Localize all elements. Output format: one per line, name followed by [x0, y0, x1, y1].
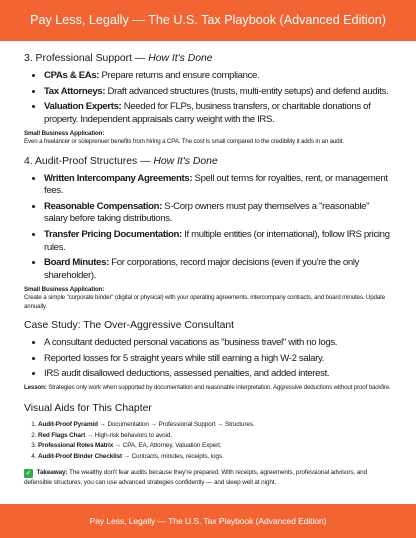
list-item: • Reasonable Compensation: S-Corp owners must pay themselves a "reasonable" salary before taking distributions. — [44, 201, 394, 226]
list-item: • Board Minutes: For corporations, record major decisions (even if you're the only shareholder). — [44, 257, 394, 282]
list-item: • Written Intercompany Agreements: Spell out terms for royalties, rent, or management fees. — [44, 173, 394, 198]
section-3-bullets — [24, 70, 394, 126]
small-business-heading: Small Business Application: — [24, 286, 105, 294]
page-header — [0, 0, 416, 41]
list-item: • IRS audit disallowed deductions, assessed penalties, and added interest. — [44, 368, 394, 381]
lesson-text: Lesson: Strategies only work when supported by documentation and reasonable interpretation. Aggressive deductions without proof backfire. — [24, 383, 391, 391]
list-item: • CPAs & EAs: Prepare returns and ensure compliance. — [44, 70, 394, 83]
list-item: 4. Audit-Proof Binder Checklist → Contracts, minutes, receipts, logs. — [38, 452, 394, 463]
list-item: • Tax Attorneys: Draft advanced structures (trusts, multi-entity setups) and defend audits. — [44, 86, 394, 99]
section-4-heading: 4. Audit-Proof Structures — How It's Done — [24, 155, 218, 167]
case-study-heading: Case Study: The Over-Aggressive Consultant — [24, 320, 235, 332]
small-business-text: Create a simple "corporate binder" (digital or physical) with your operating agreements, intercompany contracts, and board minutes. Update annually. — [24, 294, 385, 310]
header-title: Pay Less, Legally — The U.S. Tax Playbook (Advanced Edition) — [30, 13, 386, 27]
small-business-heading: Small Business Application: — [24, 130, 105, 138]
list-item: • Valuation Experts: Needed for FLPs, business transfers, or charitable donations of property. Independent appraisals carry weight with the IRS. — [44, 101, 394, 126]
footer-text: Pay Less, Legally — The U.S. Tax Playbook (Advanced Edition) — [89, 516, 327, 526]
list-item: • A consultant deducted personal vacations as "business travel" with no logs. — [44, 337, 394, 350]
page-footer — [0, 504, 416, 538]
small-business-text: Even a freelancer or soleprenuer benefits from hiring a CPA. The cost is small compared to the credibility it adds in an audit. — [24, 138, 344, 146]
visual-aids-heading: Visual Aids for This Chapter — [24, 402, 152, 414]
section-3-heading: 3. Professional Support — How It's Done — [24, 53, 213, 64]
list-item: 2. Red Flags Chart → High-risk behaviors to avoid. — [38, 431, 394, 442]
list-item: 1. Audit-Proof Pyramid → Documentation → Professional Support → Structures. — [38, 420, 394, 431]
takeaway-text: ✓ Takeaway: The wealthy don't fear audits because they're prepared. With receipts, agreements, professional advisors, and defensible structures, you can use advanced strategies confidently — and sleep well at night. — [24, 468, 368, 486]
page-content — [24, 53, 394, 487]
check-mark-icon: ✓ — [25, 469, 32, 477]
list-item: • Reported losses for 5 straight years while still earning a high W-2 salary. — [44, 353, 394, 366]
list-item: 3. Professional Roles Matrix → CPA, EA, Attorney, Valuation Expert. — [38, 441, 394, 452]
list-item: • Transfer Pricing Documentation: If multiple entities (or international), follow IRS pricing rules. — [44, 229, 394, 254]
case-study-bullets — [24, 337, 394, 381]
visual-aids-list — [24, 420, 394, 463]
section-4-bullets — [24, 173, 394, 283]
